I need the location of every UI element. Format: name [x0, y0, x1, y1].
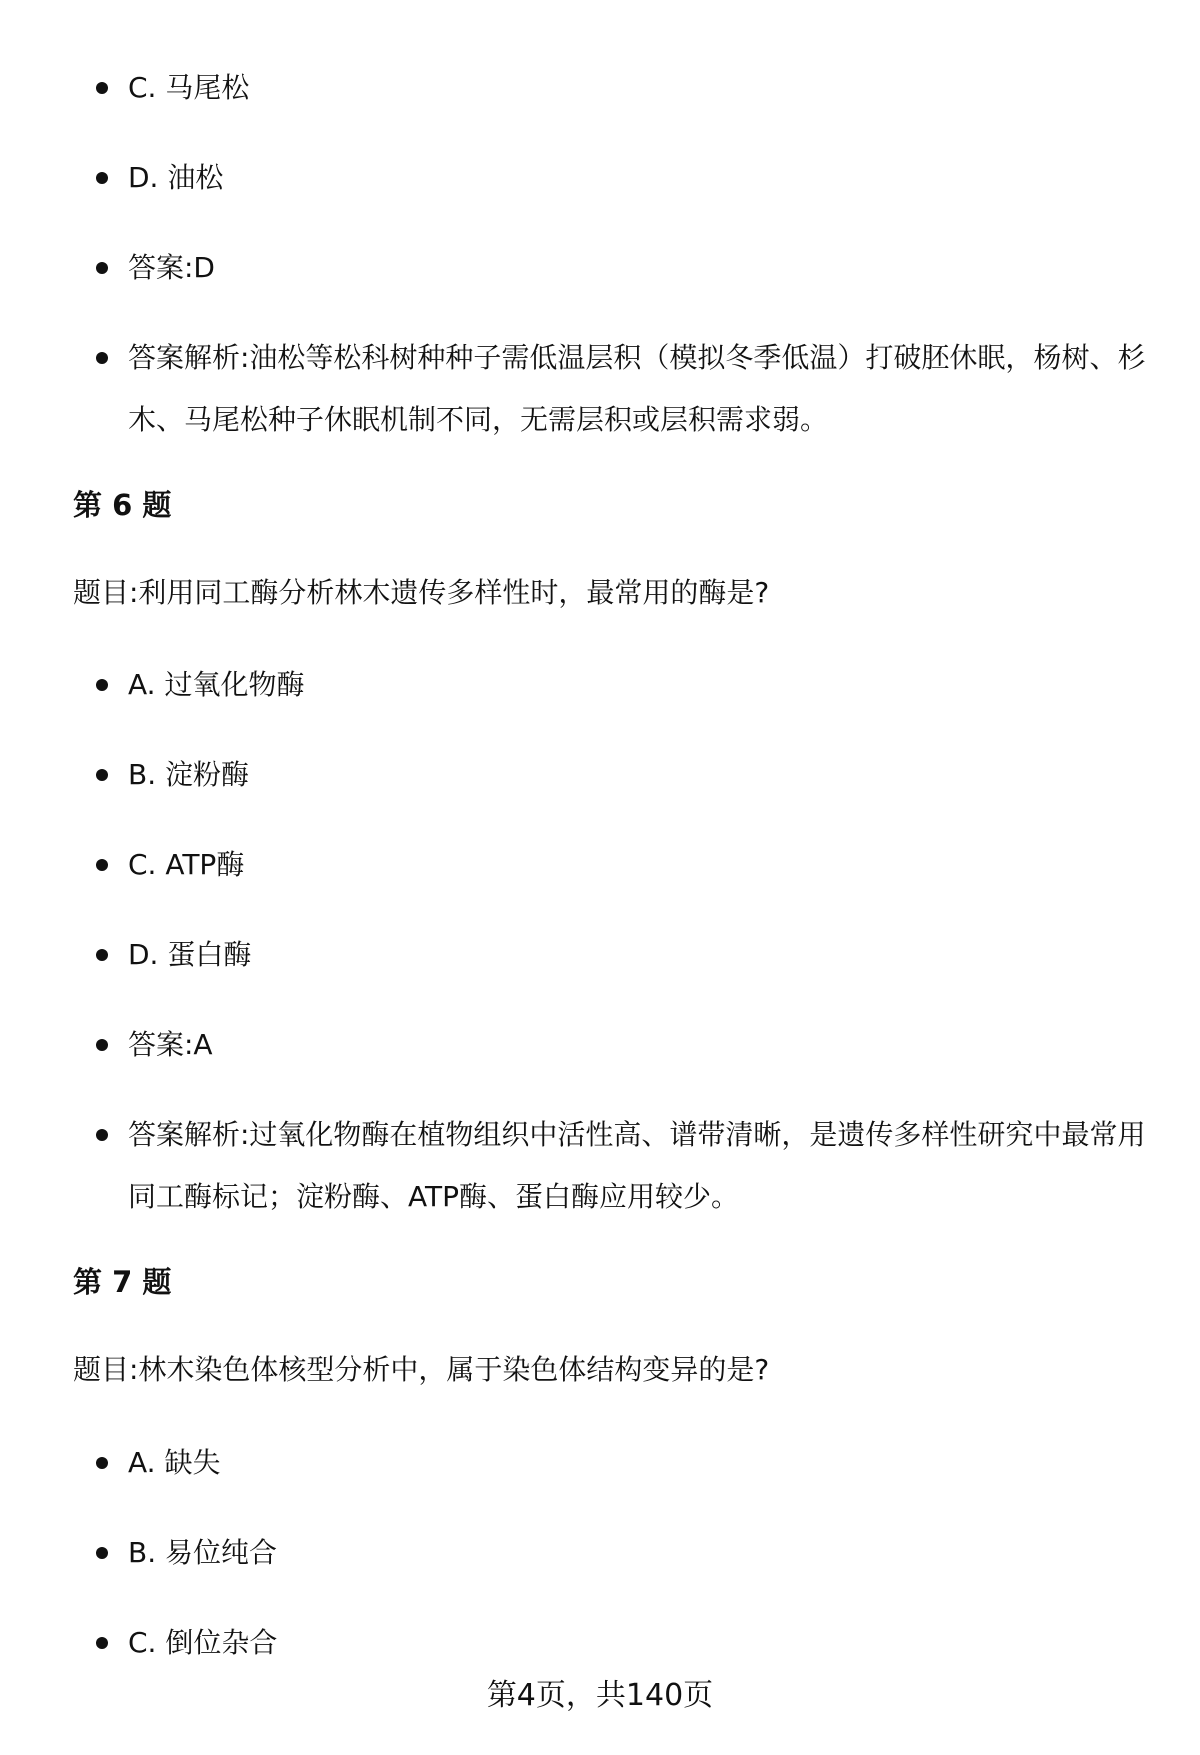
option-c: C. 马尾松 — [128, 71, 250, 104]
answer: 答案:D — [128, 251, 215, 284]
option-c: C. 倒位杂合 — [128, 1626, 278, 1659]
question-heading: 第 7 题 — [73, 1265, 172, 1299]
answer-analysis: 答案解析:油松等松科树种种子需低温层积（模拟冬季低温）打破胚休眠，杨树、杉木、马尾松种子休眠机制不同，无需层积或层积需求弱。 — [128, 341, 1146, 436]
bullet — [96, 1547, 108, 1559]
option-b: B. 淀粉酶 — [128, 758, 250, 791]
question-heading: 第 6 题 — [73, 488, 172, 522]
option-d: D. 油松 — [128, 161, 224, 194]
bullet — [96, 262, 108, 274]
question-text: 题目:林木染色体核型分析中，属于染色体结构变异的是? — [73, 1353, 770, 1386]
bullet — [96, 1039, 108, 1051]
bullet — [96, 1637, 108, 1649]
page-footer: 第4页，共140页 — [486, 1678, 714, 1713]
bullet — [96, 1457, 108, 1469]
question-text: 题目:利用同工酶分析林木遗传多样性时，最常用的酶是? — [73, 576, 770, 609]
bullet — [96, 769, 108, 781]
option-b: B. 易位纯合 — [128, 1536, 278, 1569]
option-d: D. 蛋白酶 — [128, 938, 252, 971]
bullet — [96, 1129, 108, 1141]
option-a: A. 缺失 — [128, 1446, 221, 1479]
bullet — [96, 859, 108, 871]
bullet — [96, 82, 108, 94]
bullet — [96, 949, 108, 961]
answer: 答案:A — [128, 1028, 213, 1061]
option-a: A. 过氧化物酶 — [128, 668, 305, 701]
bullet — [96, 679, 108, 691]
answer-analysis: 答案解析:过氧化物酶在植物组织中活性高、谱带清晰，是遗传多样性研究中最常用同工酶标记；淀粉酶、ATP酶、蛋白酶应用较少。 — [128, 1118, 1146, 1213]
bullet — [96, 172, 108, 184]
bullet — [96, 352, 108, 364]
option-c: C. ATP酶 — [128, 848, 245, 881]
